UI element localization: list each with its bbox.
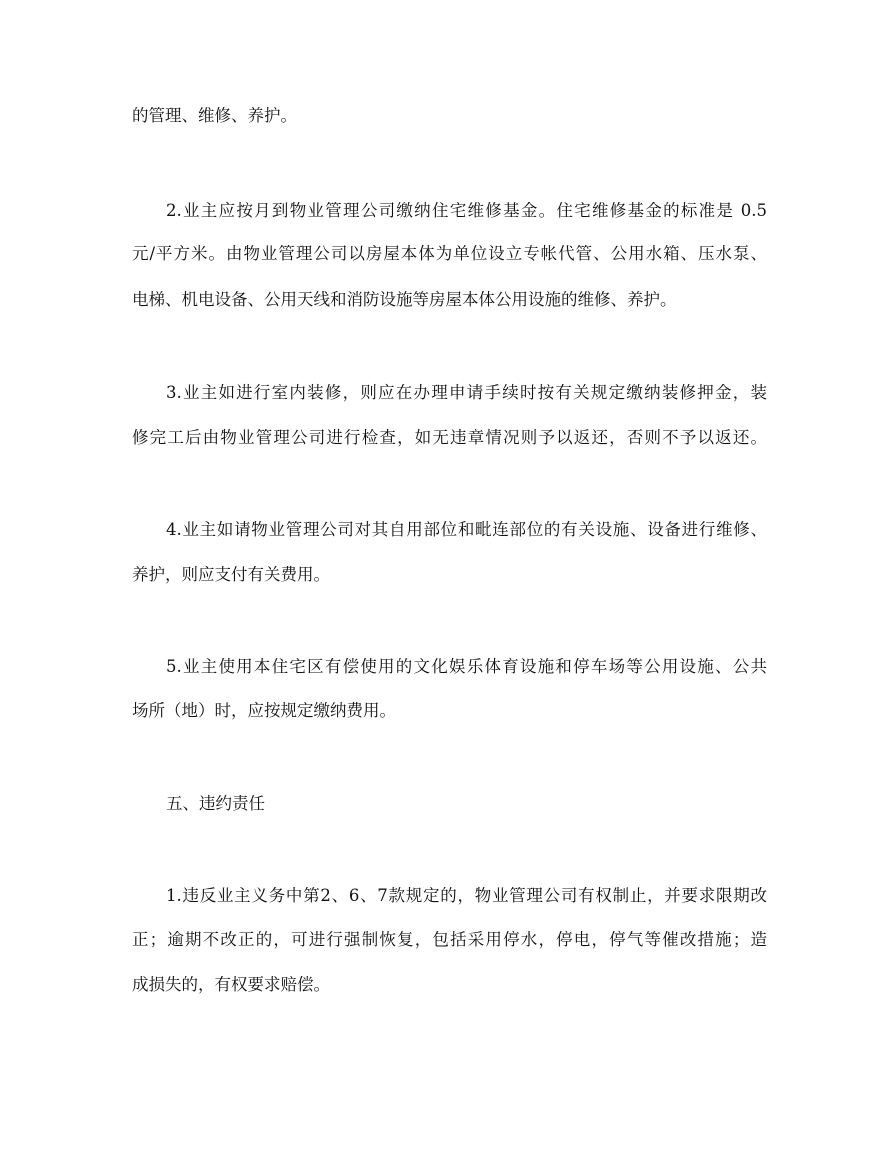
paragraph-2-line-1: 2.业主应按月到物业管理公司缴纳住宅维修基金。住宅维修基金的标准是 0.5 <box>166 201 767 220</box>
section-heading: 五、违约责任 <box>166 794 265 813</box>
paragraph-3-line-1: 3.业主如进行室内装修，则应在办理申请手续时按有关规定缴纳装修押金，装 <box>166 383 767 402</box>
paragraph-6-line-3: 成损失的，有权要求赔偿。 <box>132 975 330 994</box>
paragraph-5-line-1: 5.业主使用本住宅区有偿使用的文化娱乐体育设施和停车场等公用设施、公共 <box>166 657 767 676</box>
paragraph-2-line-2: 元/平方米。由物业管理公司以房屋本体为单位设立专帐代管、公用水箱、压水泵、 <box>132 244 767 263</box>
paragraph-2-line-3: 电梯、机电设备、公用天线和消防设施等房屋本体公用设施的维修、养护。 <box>132 290 677 309</box>
paragraph-4-line-1: 4.业主如请物业管理公司对其自用部位和毗连部位的有关设施、设备进行维修、 <box>166 520 767 539</box>
paragraph-6-line-1: 1.违反业主义务中第2、6、7款规定的，物业管理公司有权制止，并要求限期改 <box>166 886 767 905</box>
paragraph-6-line-2: 正；逾期不改正的，可进行强制恢复，包括采用停水，停电，停气等催改措施；造 <box>132 930 767 949</box>
paragraph-4-line-2: 养护，则应支付有关费用。 <box>132 565 330 584</box>
paragraph-5-line-2: 场所（地）时，应按规定缴纳费用。 <box>132 701 396 720</box>
paragraph-continuation-line: 的管理、维修、养护。 <box>132 106 297 125</box>
paragraph-3-line-2: 修完工后由物业管理公司进行检查，如无违章情况则予以返还，否则不予以返还。 <box>132 428 767 447</box>
